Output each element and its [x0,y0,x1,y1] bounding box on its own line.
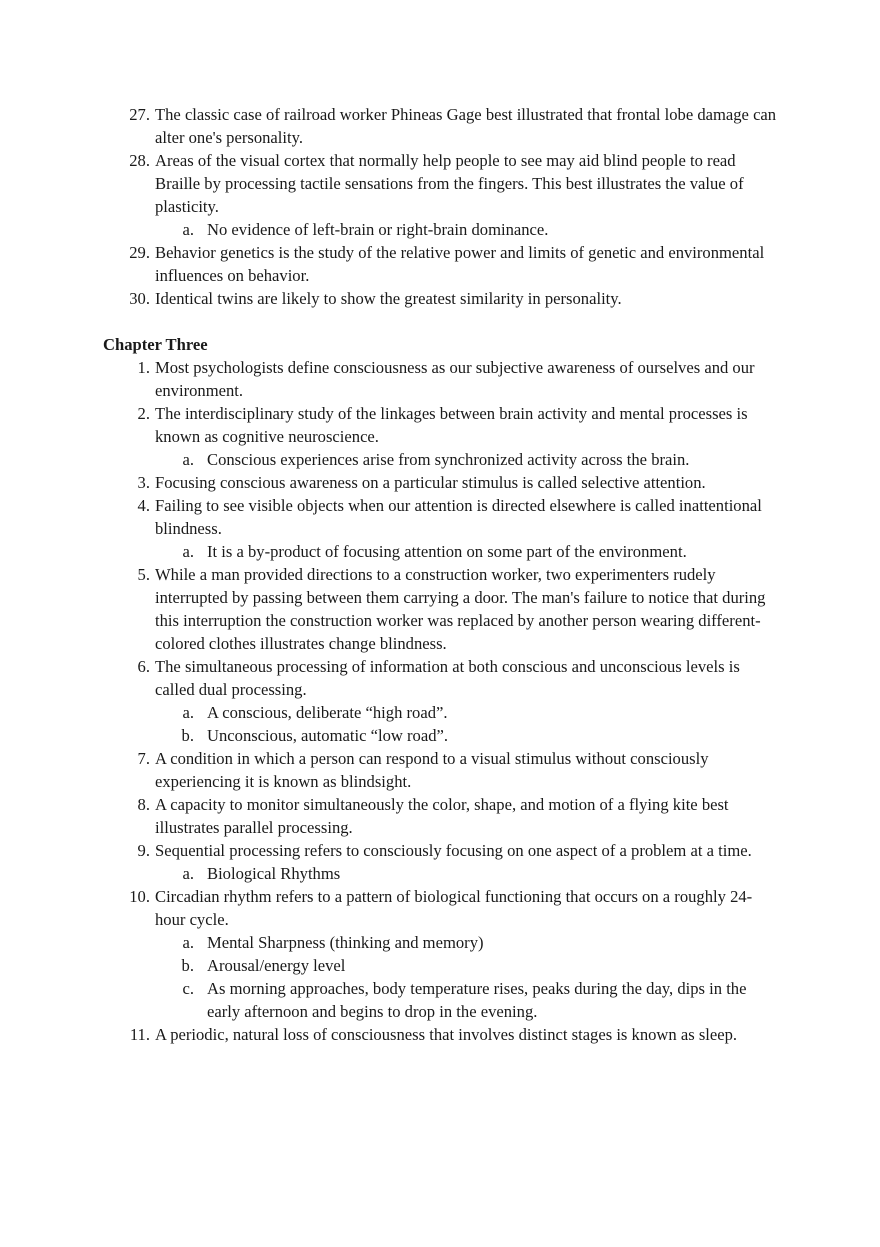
sub-item [0,540,880,563]
item-text: Sequential processing refers to consciously focusing on one aspect of a problem at a time. [155,841,752,860]
list-item [0,103,880,149]
sub-item-letter: a. [182,933,194,952]
item-text: A periodic, natural loss of consciousness that involves distinct stages is known as sleep. [155,1025,738,1044]
list-item [0,356,880,402]
sub-item-text: Biological Rhythms [207,864,341,883]
item-text: Failing to see visible objects when our attention is directed elsewhere is called inattentional blindness. [155,496,762,538]
item-number: 27. [129,105,150,124]
list-item [0,241,880,287]
sub-item [0,977,880,1023]
item-number: 30. [129,289,150,308]
sub-item [0,931,880,954]
list-item [0,885,880,931]
list-item [0,471,880,494]
item-number: 4. [137,496,150,515]
chapter-heading: Chapter Three [103,335,208,354]
item-number: 5. [137,565,150,584]
sub-item-text: Mental Sharpness (thinking and memory) [207,933,484,952]
item-number: 10. [129,887,150,906]
item-text: While a man provided directions to a construction worker, two experimenters rudely interrupted by passing between them carrying a door. The man's failure to notice that during this interruption the construction worker was replaced by another person wearing different-colored clothes illustrates change blindness. [155,565,766,653]
sub-item [0,862,880,885]
item-text: Behavior genetics is the study of the relative power and limits of genetic and environmental influences on behavior. [155,243,765,285]
sub-item-letter: a. [182,542,194,561]
item-text: Areas of the visual cortex that normally help people to see may aid blind people to read Braille by processing tactile sensations from the fingers. This best illustrates the value of plasticity. [155,151,744,216]
sub-item [0,724,880,747]
sub-item-text: As morning approaches, body temperature rises, peaks during the day, dips in the early afternoon and begins to drop in the evening. [207,979,747,1021]
sub-item [0,701,880,724]
list-item [0,1023,880,1046]
item-number: 29. [129,243,150,262]
sub-item-letter: a. [182,703,194,722]
sub-item-text: No evidence of left-brain or right-brain dominance. [207,220,549,239]
item-number: 3. [137,473,150,492]
sub-item [0,448,880,471]
sub-item-letter: c. [182,979,194,998]
sub-item-letter: b. [181,726,194,745]
item-number: 1. [137,358,150,377]
sub-item [0,954,880,977]
item-number: 8. [137,795,150,814]
list-item [0,149,880,218]
sub-item-text: It is a by-product of focusing attention on some part of the environment. [207,542,687,561]
item-text: Identical twins are likely to show the greatest similarity in personality. [155,289,622,308]
list-item [0,287,880,310]
item-text: A condition in which a person can respond to a visual stimulus without consciously experiencing it is known as blindsight. [155,749,709,791]
sub-item [0,218,880,241]
sub-item-letter: b. [181,956,194,975]
item-number: 11. [129,1025,150,1044]
sub-item-letter: a. [182,864,194,883]
item-text: Circadian rhythm refers to a pattern of biological functioning that occurs on a roughly 24-hour cycle. [155,887,753,929]
list-item [0,747,880,793]
sub-item-text: Arousal/energy level [207,956,346,975]
item-number: 28. [129,151,150,170]
item-text: Focusing conscious awareness on a particular stimulus is called selective attention. [155,473,706,492]
previous-chapter-list [0,103,880,310]
sub-item-letter: a. [182,220,194,239]
item-text: A capacity to monitor simultaneously the color, shape, and motion of a flying kite best illustrates parallel processing. [155,795,729,837]
item-number: 9. [137,841,150,860]
item-text: Most psychologists define consciousness as our subjective awareness of ourselves and our environment. [155,358,755,400]
item-text: The interdisciplinary study of the linkages between brain activity and mental processes is known as cognitive neuroscience. [155,404,748,446]
list-item [0,839,880,862]
list-item [0,563,880,655]
item-text: The classic case of railroad worker Phineas Gage best illustrated that frontal lobe damage can alter one's personality. [155,105,777,147]
sub-item-letter: a. [182,450,194,469]
item-text: The simultaneous processing of information at both conscious and unconscious levels is called dual processing. [155,657,740,699]
item-number: 2. [137,404,150,423]
item-number: 6. [137,657,150,676]
sub-item-text: A conscious, deliberate “high road”. [207,703,448,722]
list-item [0,655,880,701]
chapter-three-list [0,356,880,1046]
sub-item-text: Unconscious, automatic “low road”. [207,726,448,745]
list-item [0,402,880,448]
item-number: 7. [137,749,150,768]
list-item [0,494,880,540]
sub-item-text: Conscious experiences arise from synchronized activity across the brain. [207,450,690,469]
list-item [0,793,880,839]
